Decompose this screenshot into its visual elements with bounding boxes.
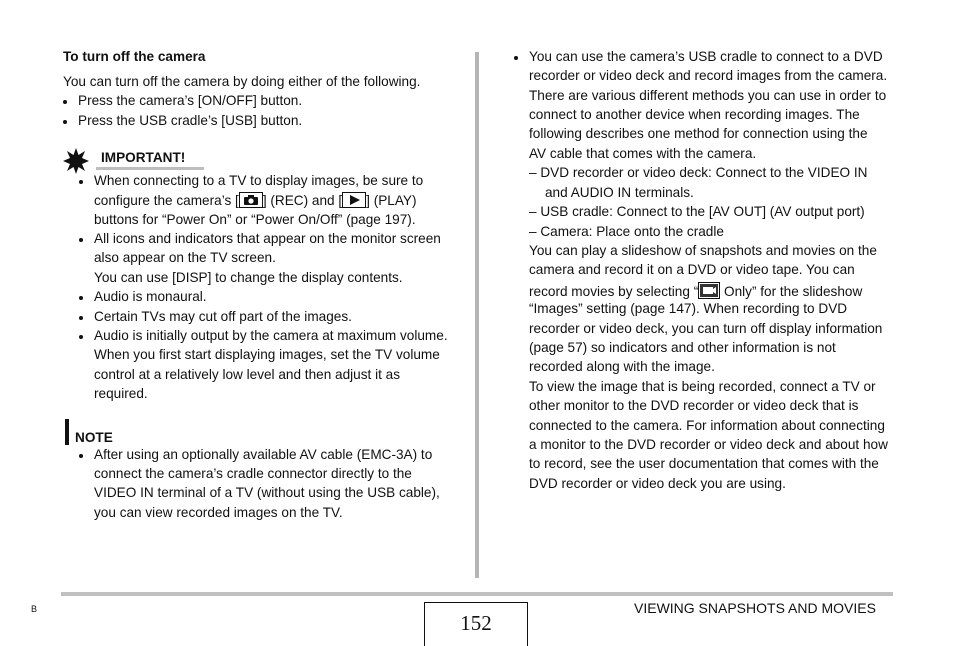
body-text: following describes one method for connection using the xyxy=(529,126,868,141)
body-text: (page 57) so indicators and other information is not xyxy=(529,340,836,355)
body-text: recorded along with the image. xyxy=(529,359,715,374)
camera-rec-icon xyxy=(239,192,263,208)
play-icon xyxy=(342,192,366,208)
footer-rule xyxy=(61,592,893,596)
important-text: Certain TVs may cut off part of the images. xyxy=(94,309,352,324)
important-text: configure the camera’s [ xyxy=(94,193,239,208)
note-label: NOTE xyxy=(75,430,113,445)
note-text: connect the camera’s cradle connector directly to the xyxy=(94,466,412,481)
intro-text: You can turn off the camera by doing either of the following. xyxy=(63,74,421,89)
important-text: Audio is monaural. xyxy=(94,289,207,304)
note-marker xyxy=(65,419,69,445)
important-text: required. xyxy=(94,386,148,401)
body-text: You can use the camera’s USB cradle to connect to a DVD xyxy=(529,49,883,64)
body-text: To view the image that is being recorded, connect a TV or xyxy=(529,379,876,394)
important-underline xyxy=(96,167,204,170)
section-heading: To turn off the camera xyxy=(63,49,206,64)
important-text: ] (PLAY) xyxy=(366,193,417,208)
body-text: camera and record it on a DVD or video tape. You can xyxy=(529,262,855,277)
page-number-box xyxy=(424,602,528,646)
important-text: buttons for “Power On” or “Power On/Off” (page 197). xyxy=(94,212,416,227)
dash-item: – DVD recorder or video deck: Connect to the VIDEO IN xyxy=(529,165,868,180)
body-text: You can play a slideshow of snapshots and movies on the xyxy=(529,243,877,258)
important-text: also appear on the TV screen. xyxy=(94,250,276,265)
body-text: recorder or video deck and record images from the camera. xyxy=(529,68,888,83)
bullet-item: Press the USB cradle’s [USB] button. xyxy=(78,113,303,128)
note-text: VIDEO IN terminal of a TV (without using the USB cable), xyxy=(94,485,440,500)
important-text-line xyxy=(94,192,417,209)
body-text-line xyxy=(529,282,862,300)
body-text: record movies by selecting “ xyxy=(529,284,699,299)
note-text: you can view recorded images on the TV. xyxy=(94,505,343,520)
dash-item: – USB cradle: Connect to the [AV OUT] (AV output port) xyxy=(529,204,865,219)
body-text: connect to another device when recording images. The xyxy=(529,107,860,122)
important-text: When you first start displaying images, set the TV volume xyxy=(94,347,440,362)
body-text: There are various different methods you can use in order to xyxy=(529,88,887,103)
body-text: a monitor to the DVD recorder or video deck and about how xyxy=(529,437,888,452)
bullet-item: Press the camera’s [ON/OFF] button. xyxy=(78,93,303,108)
body-text: to record, see the user documentation that comes with the xyxy=(529,456,879,471)
footer-section-title: VIEWING SNAPSHOTS AND MOVIES xyxy=(634,600,876,616)
important-text: All icons and indicators that appear on the monitor screen xyxy=(94,231,441,246)
important-text: When connecting to a TV to display images, be sure to xyxy=(94,173,424,188)
important-starburst-icon xyxy=(63,148,89,179)
important-text: control at a relatively low level and then adjust it as xyxy=(94,367,401,382)
body-text: “Images” setting (page 147). When recording to DVD xyxy=(529,301,848,316)
body-text: Only” for the slideshow xyxy=(720,284,863,299)
body-text: connected to the camera. For information about connecting xyxy=(529,418,885,433)
note-text: After using an optionally available AV cable (EMC-3A) to xyxy=(94,447,433,462)
movie-only-icon xyxy=(698,282,720,299)
body-text: AV cable that comes with the camera. xyxy=(529,146,757,161)
important-text: ] (REC) and [ xyxy=(262,193,343,208)
body-text: DVD recorder or video deck you are using. xyxy=(529,476,786,491)
corner-mark: B xyxy=(31,604,38,614)
important-text: Audio is initially output by the camera at maximum volume. xyxy=(94,328,448,343)
dash-item: – Camera: Place onto the cradle xyxy=(529,224,724,239)
body-text: recorder or video deck, you can turn off display information xyxy=(529,321,883,336)
important-label: IMPORTANT! xyxy=(101,150,186,165)
body-text: other monitor to the DVD recorder or video deck that is xyxy=(529,398,859,413)
dash-item: and AUDIO IN terminals. xyxy=(545,185,694,200)
page-number: 152 xyxy=(460,611,492,635)
important-text: You can use [DISP] to change the display contents. xyxy=(94,270,403,285)
column-divider xyxy=(475,52,479,578)
